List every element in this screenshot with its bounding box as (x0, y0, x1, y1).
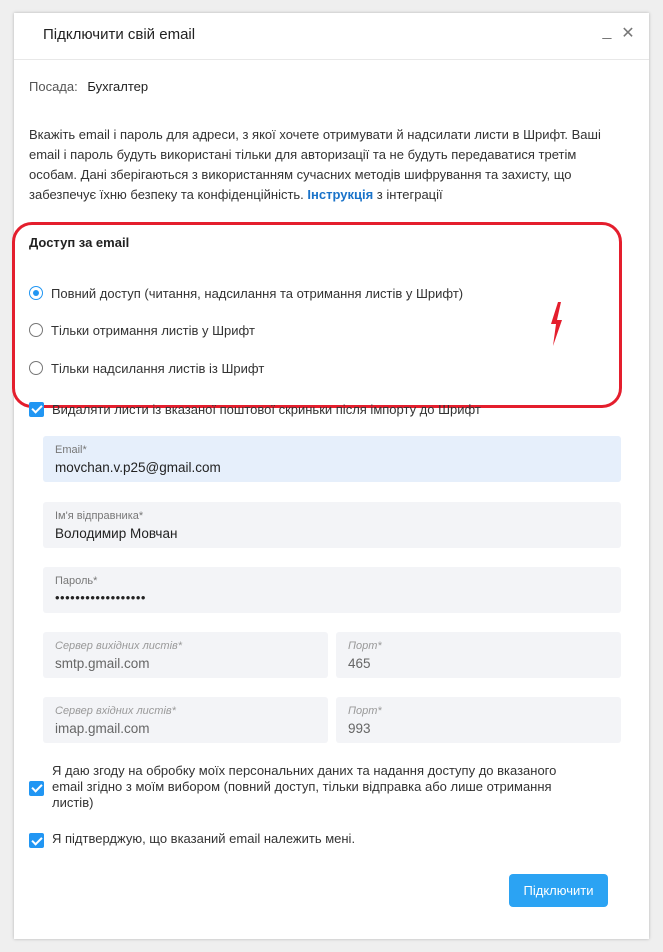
position-row (29, 79, 148, 94)
dialog-title: Підключити свій email (43, 26, 196, 43)
position-label: Посада: (29, 79, 78, 94)
radio-full-access-indicator[interactable] (29, 286, 43, 300)
imap-server-field (43, 697, 328, 743)
radio-receive-only-label: Тільки отримання листів у Шрифт (51, 322, 255, 338)
personal-data-consent-label: Я даю згоду на обробку моїх персональних даних та надання доступу до вказаного email згідно з моїм вибором (повний доступ, тільки відправка або лише отримання листів) (52, 763, 557, 810)
sender-name-label: Ім'я відправника* (55, 510, 144, 522)
smtp-server-label: Сервер вихідних листів* (55, 640, 183, 652)
email-field-label: Email* (55, 444, 87, 456)
smtp-server-value: smtp.gmail.com (55, 656, 150, 671)
position-value: Бухгалтер (87, 79, 149, 94)
ownership-consent-checkbox[interactable] (29, 831, 355, 848)
imap-server-label: Сервер вхідних листів* (55, 705, 176, 717)
smtp-port-field (336, 632, 621, 678)
radio-full-access[interactable] (29, 284, 463, 302)
delete-after-import-checkbox[interactable] (29, 400, 481, 418)
radio-send-only-label: Тільки надсилання листів із Шрифт (51, 360, 265, 376)
email-field-value[interactable]: movchan.v.p25@gmail.com (55, 460, 221, 475)
smtp-port-label: Порт* (348, 640, 382, 652)
ownership-consent-check[interactable] (29, 833, 44, 848)
password-value[interactable]: •••••••••••••••••• (55, 590, 146, 605)
sender-name-value[interactable]: Володимир Мовчан (55, 526, 178, 541)
smtp-server-field (43, 632, 328, 678)
connect-button[interactable]: Підключити (509, 874, 608, 907)
minimize-icon[interactable]: _ (602, 23, 612, 40)
close-icon[interactable]: ✕ (621, 25, 635, 42)
delete-after-import-check[interactable] (29, 402, 44, 417)
personal-data-consent-checkbox[interactable] (29, 763, 589, 811)
ownership-consent-label: Я підтверджую, що вказаний email належить мені. (52, 831, 356, 846)
imap-port-field (336, 697, 621, 743)
intro-after-link: з інтеграції (373, 187, 443, 202)
radio-receive-only[interactable] (29, 321, 255, 339)
radio-send-only[interactable] (29, 359, 264, 377)
delete-after-import-label: Видаляти листи із вказаної поштової скриньки після імпорту до Шрифт (52, 401, 481, 417)
password-field[interactable] (43, 567, 621, 613)
imap-port-value: 993 (348, 721, 371, 736)
dialog-titlebar (14, 13, 649, 60)
password-label: Пароль* (55, 575, 98, 587)
intro-text (29, 125, 604, 205)
email-field[interactable] (43, 436, 621, 482)
instruction-link[interactable]: Інструкція (307, 187, 374, 202)
smtp-port-value: 465 (348, 656, 371, 671)
intro-body: Вкажіть email і пароль для адреси, з якої хочете отримувати й надсилати листи в Шрифт. Ваші email і пароль будуть використані тільки для авторизації та не будуть передаватися третім особам. Дані зберігаються з використанням сучасних методів шифрування та захисту, що забезпечує їхню безпеку та конфіденційність. (29, 127, 601, 202)
access-section-title: Доступ за email (29, 235, 130, 250)
radio-full-access-label: Повний доступ (читання, надсилання та отримання листів у Шрифт) (51, 285, 464, 301)
personal-data-consent-check[interactable] (29, 781, 44, 796)
imap-port-label: Порт* (348, 705, 382, 717)
red-pointer-icon (547, 302, 565, 346)
sender-name-field[interactable] (43, 502, 621, 548)
radio-send-only-indicator[interactable] (29, 361, 43, 375)
imap-server-value: imap.gmail.com (55, 721, 150, 736)
radio-receive-only-indicator[interactable] (29, 323, 43, 337)
